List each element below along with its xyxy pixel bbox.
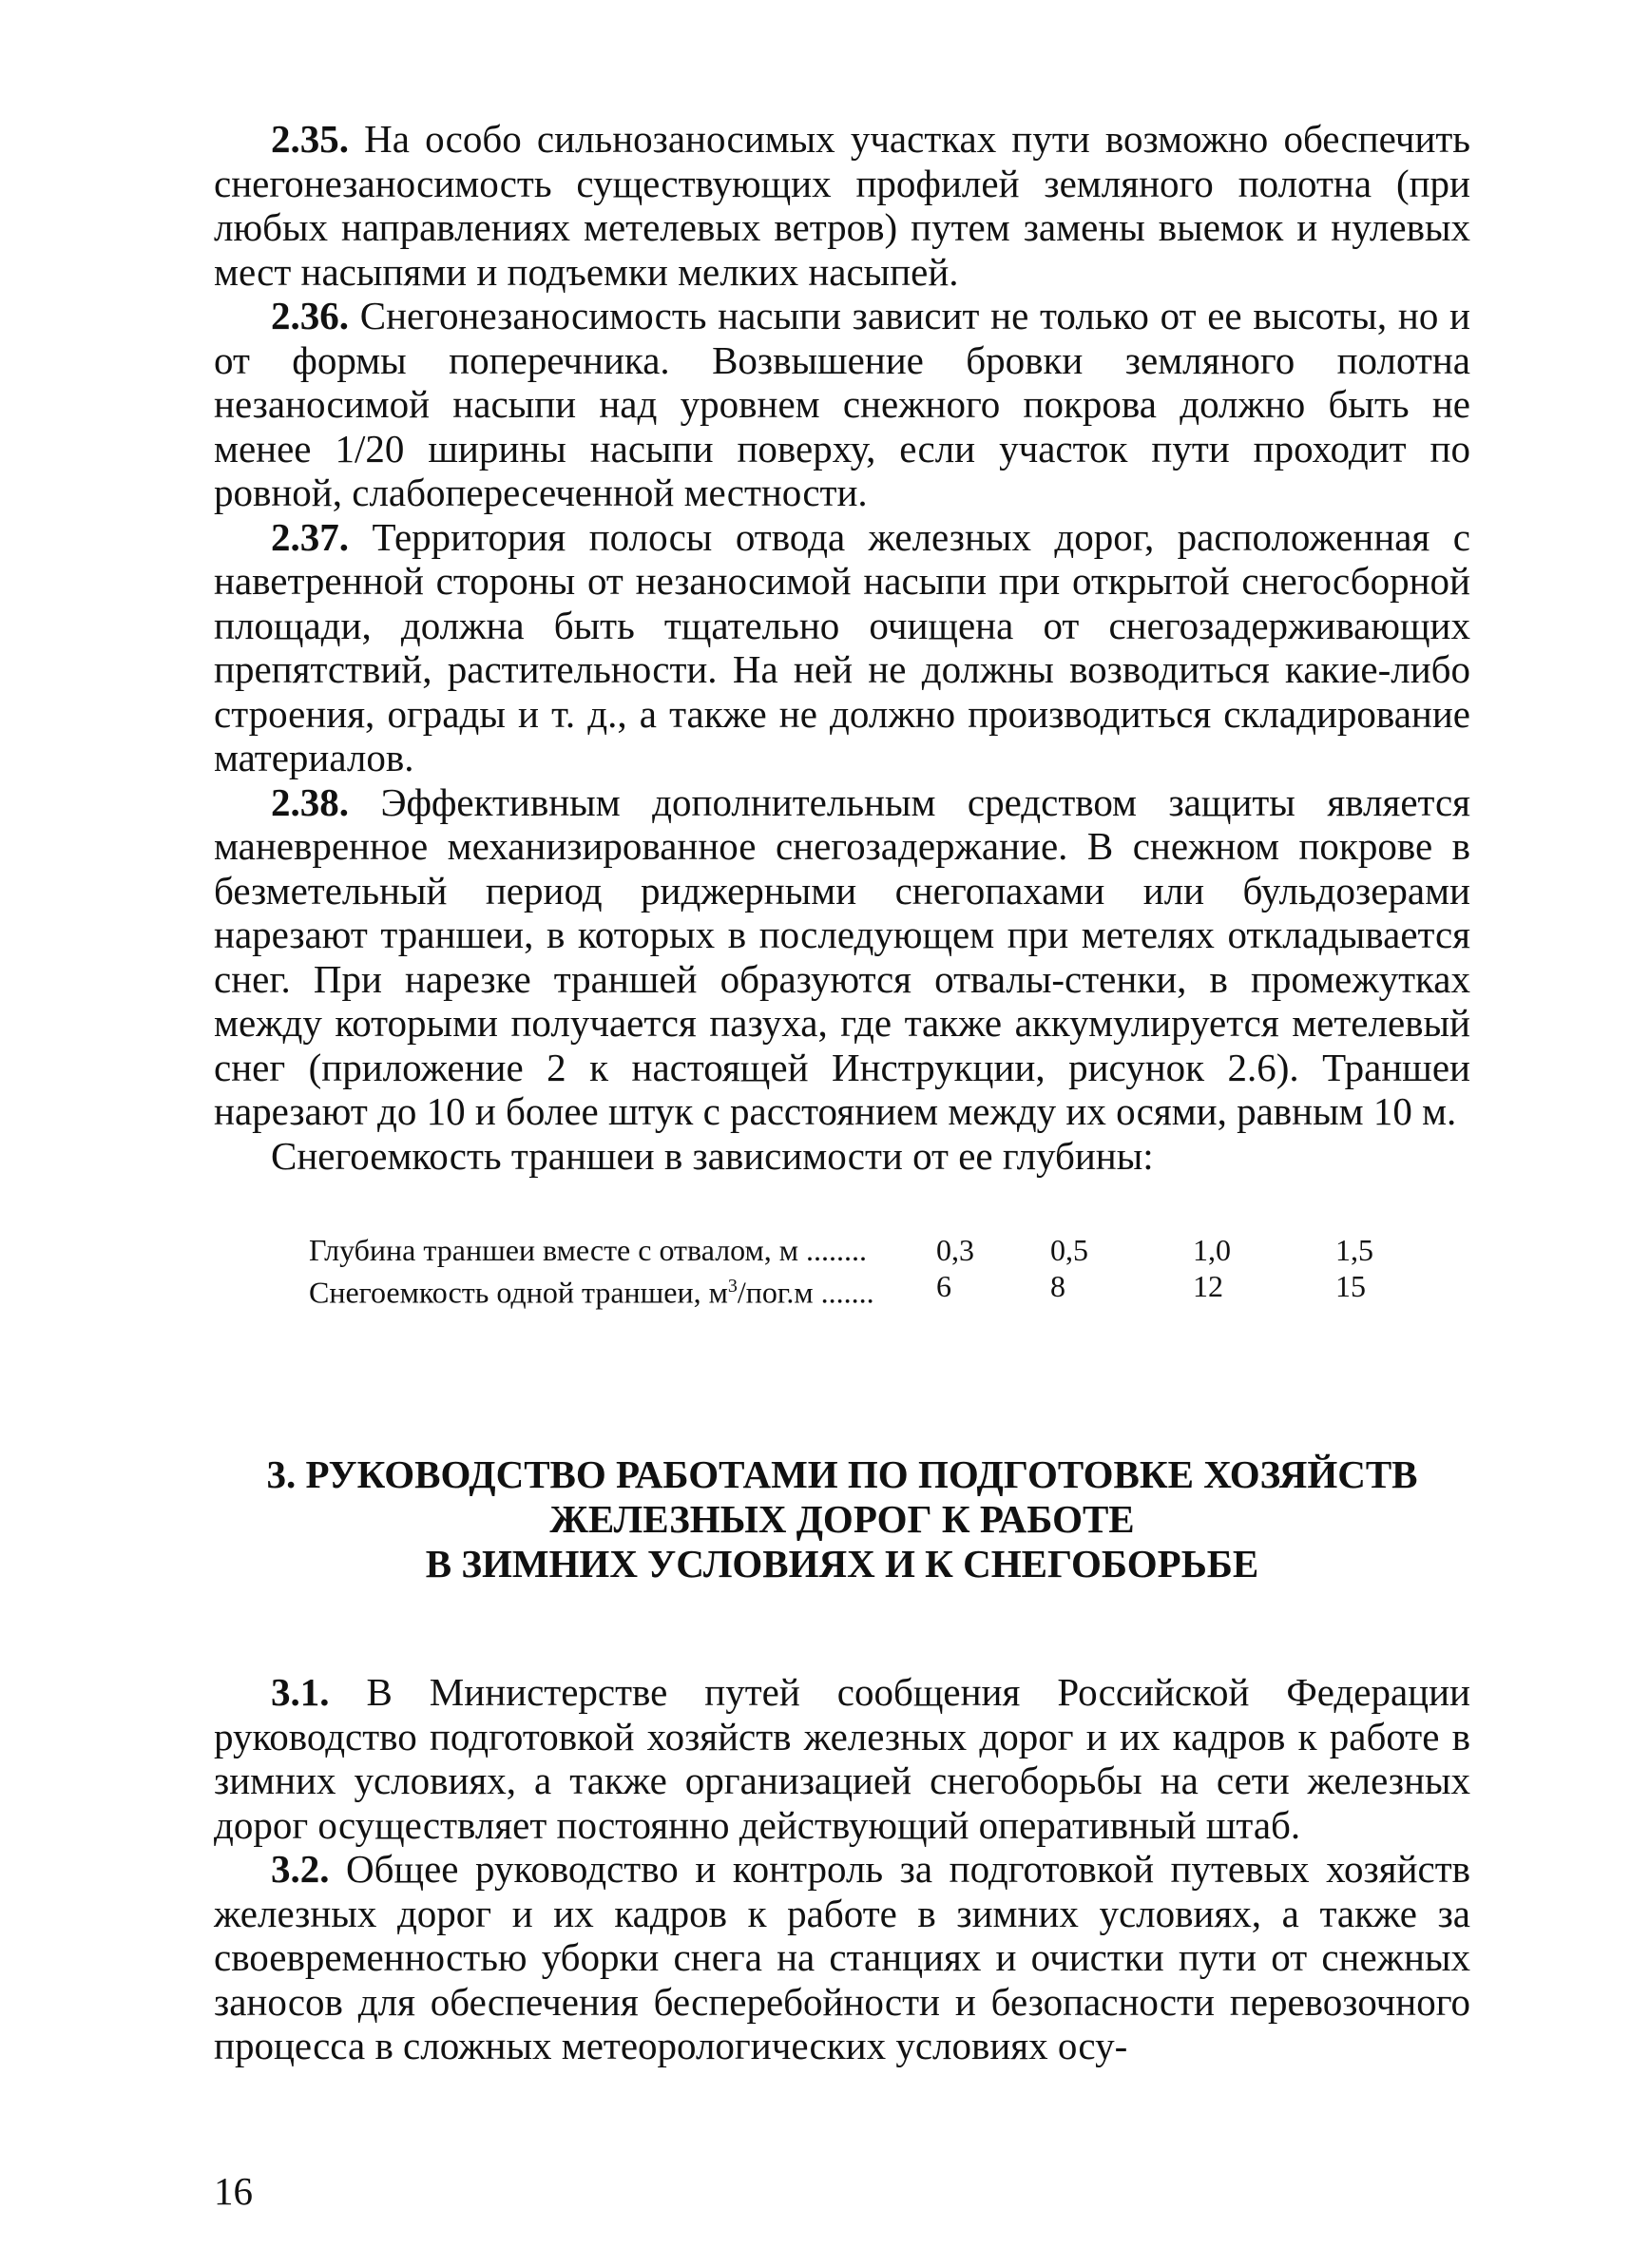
- table-cell: 12: [1193, 1269, 1223, 1303]
- paragraph-number: 2.38.: [271, 779, 349, 824]
- paragraph-number: 3.1.: [271, 1670, 330, 1714]
- paragraph-2-38: [214, 780, 1470, 1134]
- table-cell: 8: [1050, 1269, 1065, 1303]
- row-label-pre: Снегоемкость одной траншеи, м: [309, 1275, 728, 1310]
- paragraph-number: 2.36.: [271, 294, 349, 337]
- paragraph-text: Снегонезаносимость насыпи зависит не только от ее высоты, но и от формы поперечника. Возвышение бровки земляного полотна незаносимой насыпи над уровнем снежного покрова должно быть не менее 1/20 ширины насыпи поверху, если участок пути проходит по ровной, слабопересеченной местности.: [214, 294, 1470, 514]
- heading-line: 3. РУКОВОДСТВО РАБОТАМИ ПО ПОДГОТОВКЕ ХОЗЯЙСТВ: [266, 1452, 1418, 1496]
- table-cell: 0,3: [936, 1233, 974, 1267]
- paragraph-2-36: [214, 294, 1470, 515]
- table-row-capacity: [309, 1268, 1411, 1310]
- paragraph-3-1: [214, 1670, 1470, 1847]
- heading-line: ЖЕЛЕЗНЫХ ДОРОГ К РАБОТЕ: [549, 1497, 1135, 1541]
- table-cell: 1,5: [1335, 1233, 1373, 1267]
- paragraph-text: Общее руководство и контроль за подготовкой путевых хозяйств железных дорог и их кадров к работе в зимних условиях, а также за своевременностью уборки снега на станциях и очистки пути от снежных заносов для обеспечения бесперебойности и безопасности перевозочного процесса в сложных метеорологических условиях осу-: [214, 1847, 1470, 2067]
- section-3-heading: [214, 1452, 1470, 1586]
- paragraph-text: На особо сильнозаносимых участках пути возможно обеспечить снегонезаносимость существующих профилей земляного полотна (при любых направлениях метелевых ветров) путем замены выемок и нулевых мест насыпями и подъемки мелких насыпей.: [214, 117, 1470, 294]
- capacity-intro: Снегоемкость траншеи в зависимости от ее глубины:: [271, 1133, 1154, 1178]
- paragraph-2-35: [214, 117, 1470, 294]
- table-cell: 15: [1335, 1269, 1366, 1303]
- paragraph-2-37: [214, 515, 1470, 780]
- row-label: Глубина траншеи вместе с отвалом, м ........: [309, 1233, 868, 1267]
- table-cell: 0,5: [1050, 1233, 1088, 1267]
- paragraph-3-2: [214, 1847, 1470, 2068]
- section-2-text: [214, 117, 1470, 1178]
- paragraph-text: Эффективным дополнительным средством защиты является маневренное механизированное снегозадержание. В снежном покрове в безметельный период риджерными снегопахами или бульдозерами нарезают траншеи, в которых в последующем при метелях откладывается снег. При нарезке траншей образуются отвалы-стенки, в промежутках между которыми получается пазуха, где также аккумулируется метелевый снег (приложение 2 к настоящей Инструкции, рисунок 2.6). Траншеи нарезают до 10 и более штук с расстоянием между их осями, равным 10 м.: [214, 779, 1470, 1133]
- paragraph-text: В Министерстве путей сообщения Российской Федерации руководство подготовкой хозяйств железных дорог и их кадров к работе в зимних условиях, а также организацией снегоборьбы на сети железных дорог осуществляет постоянно действующий оперативный штаб.: [214, 1670, 1470, 1847]
- row-label-superscript: 3: [727, 1276, 738, 1297]
- table-cell: 1,0: [1193, 1233, 1231, 1267]
- row-label-post: /пог.м .......: [737, 1275, 874, 1310]
- table-row-depth: [309, 1232, 1411, 1268]
- paragraph-text: Территория полосы отвода железных дорог, расположенная с наветренной стороны от незаносимой насыпи при открытой снегосборной площади, должна быть тщательно очищена от снегозадерживающих препятствий, растительности. На ней не должны возводиться какие-либо строения, ограды и т. д., а также не должно производиться складирование материалов.: [214, 514, 1470, 779]
- paragraph-number: 2.35.: [271, 117, 349, 161]
- paragraph-number: 2.37.: [271, 514, 349, 559]
- table-cell: 6: [936, 1269, 951, 1303]
- page-number: 16: [214, 2169, 253, 2213]
- paragraph-number: 3.2.: [271, 1847, 330, 1891]
- section-3-text: [214, 1670, 1470, 2068]
- row-label: [309, 1268, 874, 1311]
- heading-line: В ЗИМНИХ УСЛОВИЯХ И К СНЕГОБОРЬБЕ: [425, 1542, 1259, 1586]
- capacity-table: [309, 1232, 1411, 1310]
